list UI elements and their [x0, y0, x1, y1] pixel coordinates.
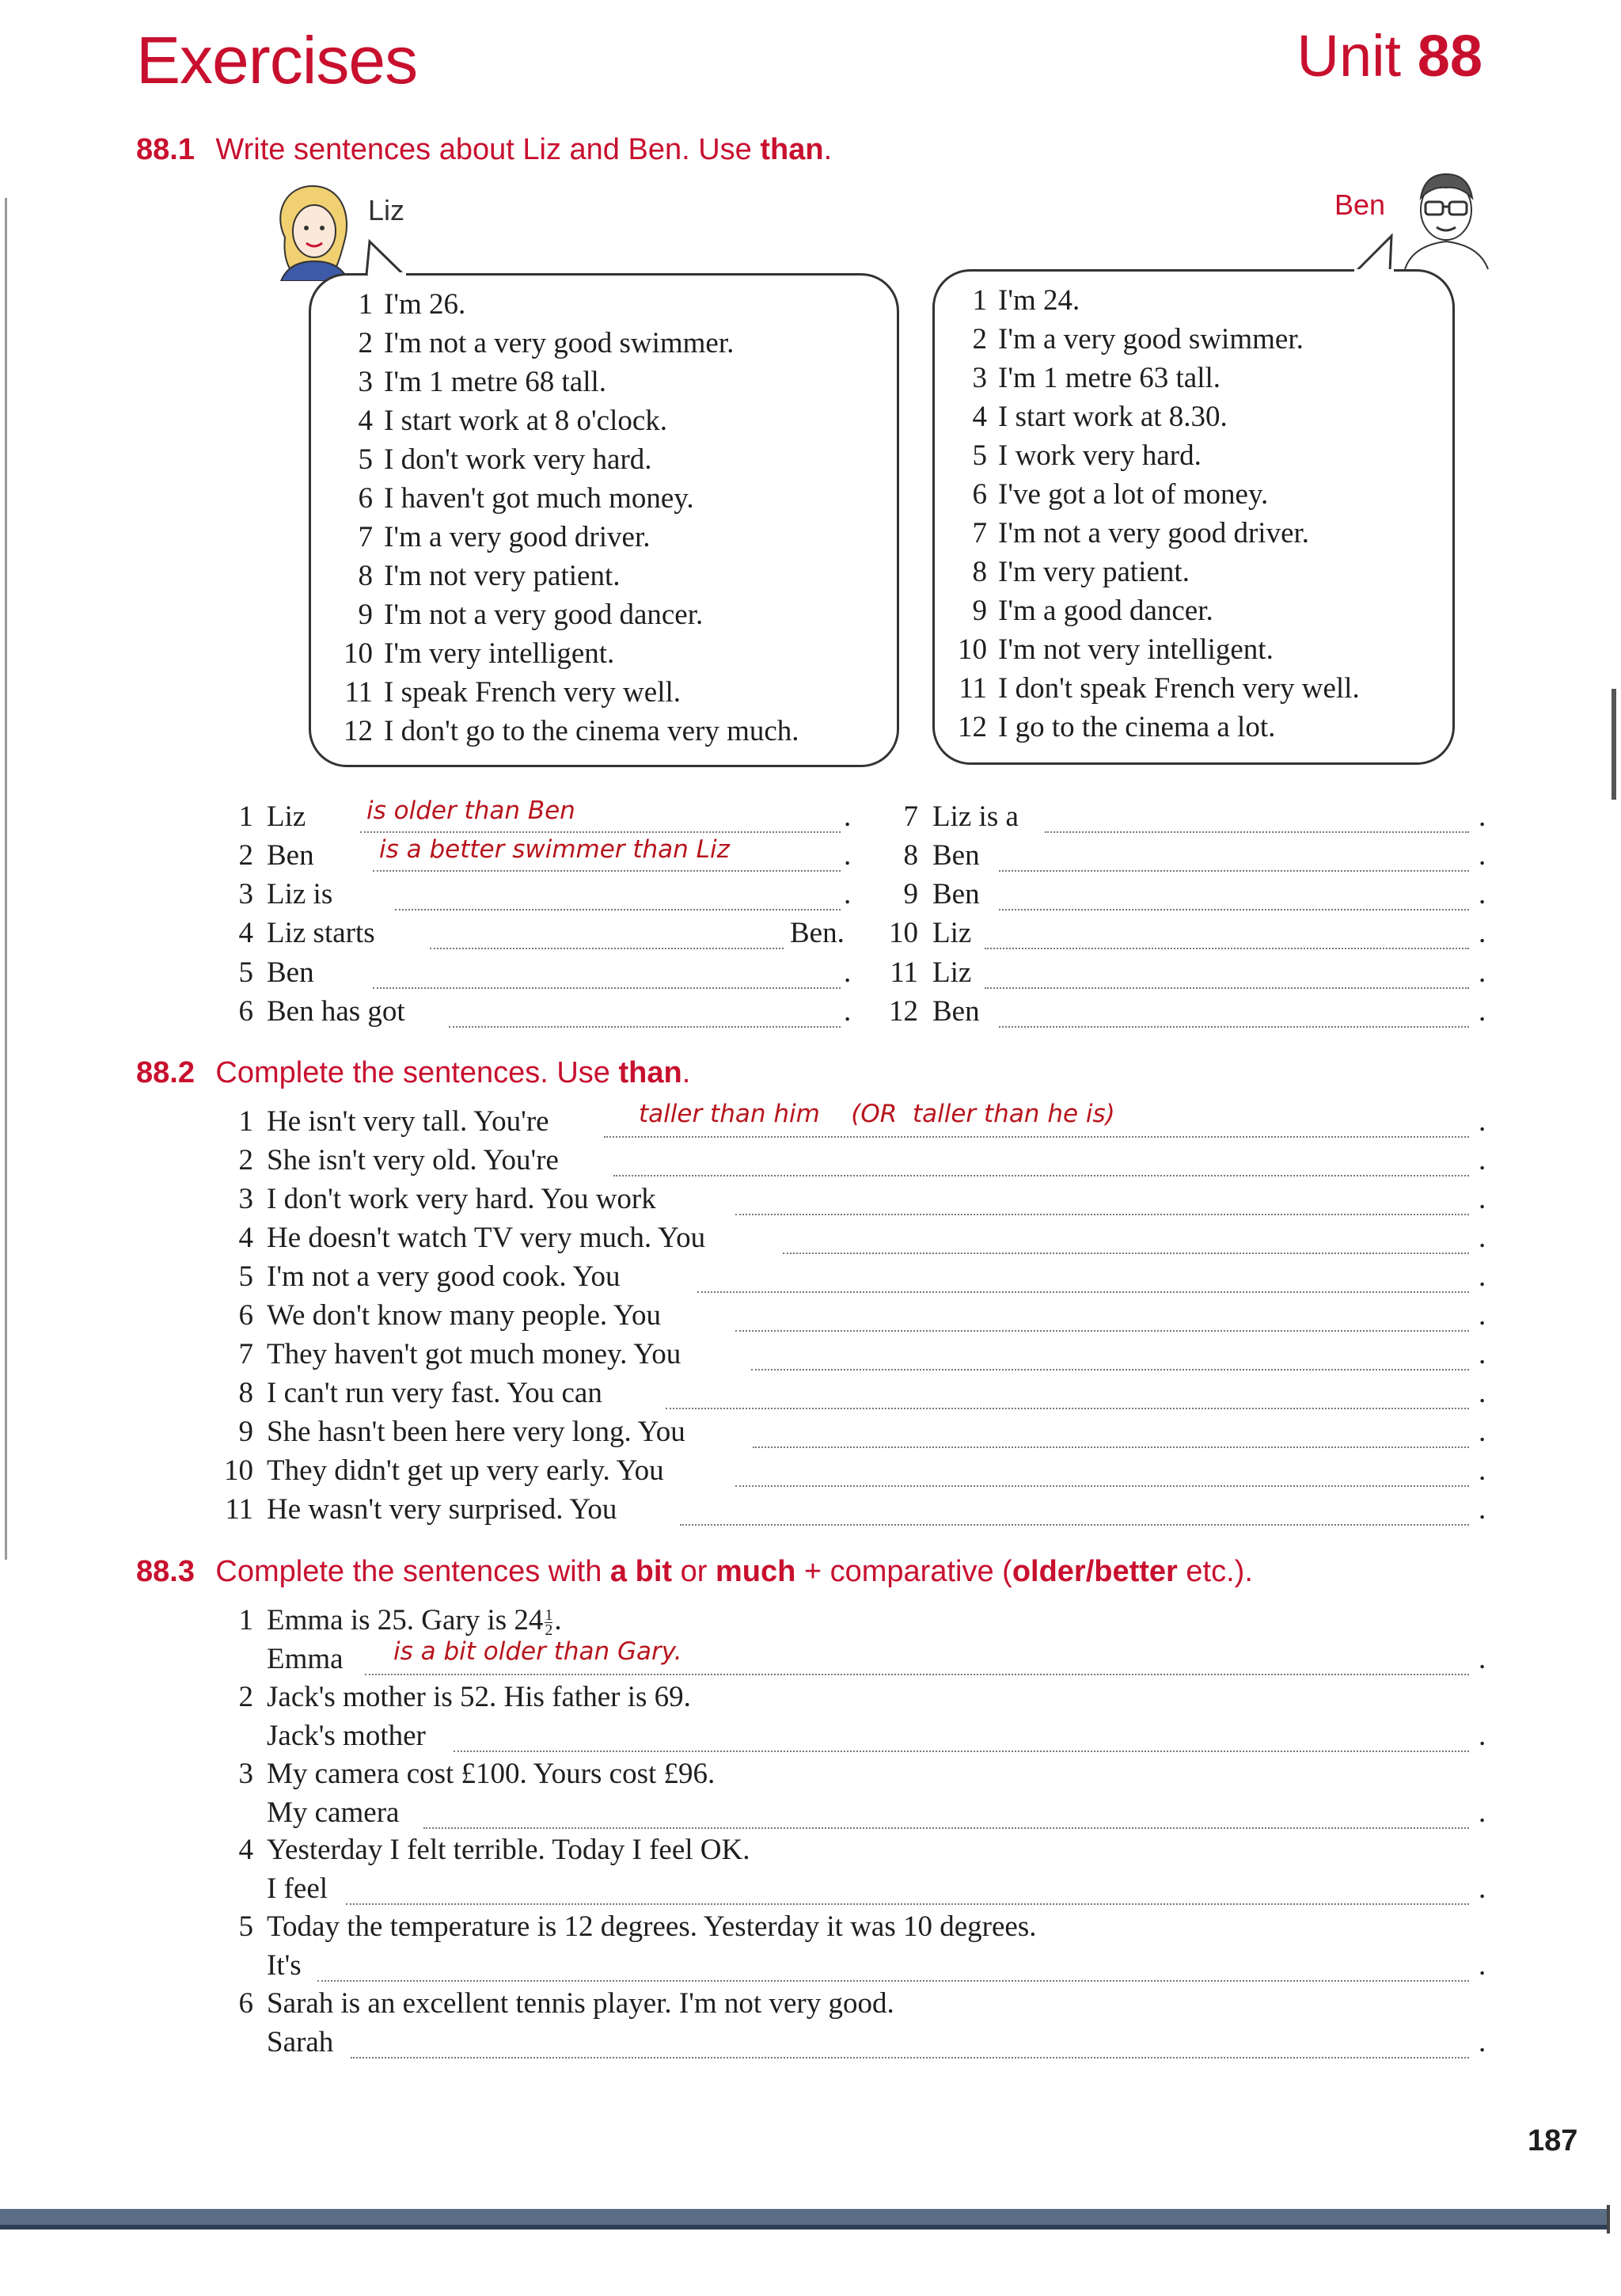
item-sentence: I can't run very fast. You can — [267, 1377, 602, 1409]
sentence-text: My camera cost £100. Yours cost £96. — [267, 1758, 716, 1790]
item-sentence: I don't work very hard. You work — [267, 1183, 656, 1215]
item-number: 6 — [238, 1987, 253, 2020]
statement-text: I'm 26. — [384, 288, 466, 321]
answer-field[interactable] — [985, 987, 1469, 989]
item-prompt: Jack's mother — [267, 1720, 426, 1752]
full-stop: . — [1479, 1720, 1486, 1752]
item-number: 11 — [890, 956, 918, 989]
statement-text: I don't speak French very well. — [998, 672, 1360, 705]
answer-field[interactable] — [373, 870, 841, 872]
item-sentence — [267, 1986, 894, 2020]
statement-text: I'm not very intelligent. — [998, 633, 1274, 666]
item-number: 7 — [358, 521, 373, 553]
answer-field[interactable] — [999, 1026, 1469, 1028]
sentence-text: Jack's mother is 52. His father is 69. — [267, 1681, 691, 1713]
item-number: 4 — [972, 401, 987, 433]
item-number: 11 — [344, 676, 373, 709]
item-sentence: He wasn't very surprised. You — [267, 1493, 617, 1526]
item-prompt: Ben — [267, 956, 314, 989]
statement-text: I don't go to the cinema very much. — [384, 715, 799, 747]
full-stop: . — [1479, 1260, 1486, 1293]
item-number: 8 — [903, 839, 918, 872]
liz-statement — [338, 518, 799, 557]
ben-statement — [952, 320, 1360, 359]
statement-text: I don't work very hard. — [384, 443, 652, 476]
statement-text: I start work at 8.30. — [998, 401, 1228, 433]
handwritten-answer: is a better swimmer than Liz — [379, 835, 730, 864]
item-prompt: Liz — [932, 917, 972, 949]
answer-field[interactable] — [449, 1026, 841, 1028]
unit-label — [1297, 22, 1482, 89]
answer-field[interactable] — [753, 1446, 1469, 1448]
ben-bubble-tail — [1344, 234, 1407, 273]
item-number: 8 — [358, 560, 373, 592]
answer-field[interactable] — [1045, 831, 1469, 833]
statement-text: I'm not a very good swimmer. — [384, 327, 735, 359]
ben-statement — [952, 553, 1360, 591]
handwritten-answer: taller than him (OR taller than he is) — [639, 1100, 1115, 1128]
answer-field[interactable] — [999, 870, 1469, 872]
full-stop: . — [1479, 878, 1486, 910]
statement-text: I'm 1 metre 63 tall. — [998, 362, 1221, 394]
item-number: 1 — [238, 1105, 253, 1138]
item-number: 4 — [358, 405, 373, 437]
full-stop: . — [844, 956, 852, 989]
full-stop: . — [1479, 1416, 1486, 1448]
full-stop: . — [1479, 1377, 1486, 1409]
item-number: 5 — [238, 956, 253, 989]
statement-text: I'm a very good driver. — [384, 521, 651, 553]
item-sentence: He doesn't watch TV very much. You — [267, 1222, 706, 1254]
full-stop: . — [1479, 1796, 1486, 1829]
statement-text: I'm not a very good driver. — [998, 517, 1310, 549]
fraction-denominator: 2 — [545, 1621, 553, 1640]
full-stop: . — [1479, 1299, 1486, 1332]
ben-statement — [952, 708, 1360, 747]
exercise-instruction: Write sentences about Liz and Ben. Use than. — [215, 133, 833, 166]
liz-statement — [338, 595, 799, 634]
full-stop: . — [1479, 1183, 1486, 1215]
answer-field[interactable] — [613, 1175, 1469, 1177]
full-stop: . — [1479, 800, 1486, 833]
unit-number: 88 — [1417, 23, 1482, 89]
item-prompt: It's — [267, 1949, 302, 1982]
item-number: 4 — [238, 1222, 253, 1254]
sentence-text: Emma is 25. Gary is 24 — [267, 1604, 544, 1636]
full-stop: . — [1479, 1454, 1486, 1487]
full-stop: . — [1479, 1949, 1486, 1982]
ben-statement — [952, 359, 1360, 397]
exercise-instruction: Complete the sentences with a bit or much + comparative (older/better etc.). — [215, 1555, 1253, 1588]
item-prompt: Liz is — [267, 878, 333, 910]
item-number: 7 — [903, 800, 918, 833]
answer-field[interactable] — [783, 1253, 1469, 1254]
answer-field[interactable] — [395, 909, 841, 910]
item-number: 12 — [958, 711, 987, 743]
liz-bubble-tail — [360, 238, 416, 277]
item-number: 6 — [238, 995, 253, 1028]
item-number: 10 — [958, 633, 987, 666]
full-stop: . — [1479, 1222, 1486, 1254]
statement-text: I haven't got much money. — [384, 482, 694, 515]
item-sentence: She hasn't been here very long. You — [267, 1416, 685, 1448]
liz-statement — [338, 363, 799, 401]
full-stop: . — [1479, 839, 1486, 872]
item-number: 9 — [972, 595, 987, 627]
item-prompt: Ben — [932, 995, 980, 1028]
answer-field[interactable] — [365, 1674, 1469, 1675]
item-number: 2 — [358, 327, 373, 359]
item-number: 12 — [889, 995, 918, 1028]
statement-text: I'm very patient. — [998, 556, 1190, 588]
item-prompt: Ben — [267, 839, 314, 872]
exercise-88-1-header — [136, 133, 832, 167]
item-number: 11 — [959, 672, 987, 705]
item-prompt: Liz — [932, 956, 972, 989]
answer-field[interactable] — [430, 948, 784, 949]
item-number: 4 — [238, 1834, 253, 1866]
item-number: 1 — [238, 800, 253, 833]
item-prompt: Emma — [267, 1643, 344, 1675]
item-prompt: I feel — [267, 1872, 328, 1905]
item-number: 12 — [344, 715, 373, 747]
item-sentence: She isn't very old. You're — [267, 1144, 559, 1177]
full-stop: . — [844, 995, 852, 1028]
bottom-color-bar — [0, 2209, 1607, 2225]
answer-field[interactable] — [317, 1980, 1469, 1982]
liz-statement — [338, 557, 799, 595]
item-sentence: They didn't get up very early. You — [267, 1454, 664, 1487]
sentence-text: Sarah is an excellent tennis player. I'm not very good. — [267, 1987, 894, 2020]
ben-statement — [952, 475, 1360, 514]
liz-statement — [338, 440, 799, 479]
liz-statement — [338, 285, 799, 324]
ben-statement — [952, 397, 1360, 436]
full-stop: . — [844, 800, 852, 833]
item-number: 7 — [238, 1338, 253, 1370]
answer-field[interactable] — [735, 1214, 1469, 1215]
liz-speech-bubble — [309, 273, 899, 767]
statement-text: I go to the cinema a lot. — [998, 711, 1276, 743]
liz-statement — [338, 401, 799, 440]
left-margin-line — [5, 198, 7, 1560]
ben-statement — [952, 514, 1360, 553]
item-number: 3 — [238, 1183, 253, 1215]
statement-text: I'm not a very good dancer. — [384, 599, 704, 631]
full-stop: . — [1479, 1144, 1486, 1177]
answer-field[interactable] — [454, 1751, 1469, 1752]
ben-statement — [952, 669, 1360, 708]
exercise-number: 88.3 — [136, 1555, 195, 1588]
answer-field[interactable] — [735, 1330, 1469, 1332]
answer-field[interactable] — [604, 1136, 1469, 1138]
item-number: 3 — [358, 366, 373, 398]
item-prompt: Liz starts — [267, 917, 375, 949]
item-number: 1 — [238, 1604, 253, 1636]
item-sentence — [267, 1680, 691, 1714]
item-sentence: I'm not a very good cook. You — [267, 1260, 621, 1293]
full-stop: . — [1479, 995, 1486, 1028]
item-suffix: Ben. — [790, 917, 845, 949]
handwritten-answer: is older than Ben — [366, 796, 575, 825]
full-stop: . — [844, 878, 852, 910]
liz-statement — [338, 324, 799, 363]
full-stop: . — [1479, 956, 1486, 989]
statement-text: I'm 24. — [998, 284, 1080, 317]
item-prompt: My camera — [267, 1796, 400, 1829]
liz-icon — [269, 182, 356, 281]
answer-field[interactable] — [999, 909, 1469, 910]
item-sentence: They haven't got much money. You — [267, 1338, 681, 1370]
item-number: 8 — [238, 1377, 253, 1409]
answer-field[interactable] — [373, 987, 841, 989]
answer-field[interactable] — [751, 1369, 1469, 1370]
item-number: 2 — [972, 323, 987, 355]
answer-field[interactable] — [985, 948, 1469, 949]
answer-field[interactable] — [423, 1827, 1469, 1829]
answer-field[interactable] — [346, 1903, 1469, 1905]
liz-statement — [338, 673, 799, 712]
item-number: 9 — [358, 599, 373, 631]
handwritten-answer: is a bit older than Gary. — [393, 1637, 682, 1666]
statement-text: I'm very intelligent. — [384, 637, 615, 670]
full-stop: . — [844, 839, 852, 872]
item-number: 5 — [358, 443, 373, 476]
unit-word: Unit — [1296, 23, 1402, 89]
item-sentence — [267, 1757, 715, 1791]
fraction — [545, 1606, 553, 1640]
full-stop: . — [1479, 1338, 1486, 1370]
ben-statement — [952, 281, 1360, 320]
item-number: 3 — [972, 362, 987, 394]
right-edge-mark — [1612, 689, 1616, 800]
answer-field[interactable] — [666, 1408, 1469, 1409]
bottom-edge-mark — [1607, 2205, 1610, 2233]
full-stop: . — [1479, 1643, 1486, 1675]
item-sentence — [267, 1910, 1036, 1944]
page-number: 187 — [1528, 2124, 1578, 2157]
item-number: 3 — [238, 878, 253, 910]
ben-speech-bubble — [932, 269, 1455, 765]
statement-text: I work very hard. — [998, 439, 1202, 472]
item-number: 6 — [358, 482, 373, 515]
liz-statement — [338, 712, 799, 751]
item-prompt: Ben has got — [267, 995, 405, 1028]
bottom-rule — [0, 2225, 1607, 2229]
liz-name-label: Liz — [368, 194, 405, 226]
answer-field[interactable] — [351, 2057, 1469, 2058]
item-number: 10 — [889, 917, 918, 949]
item-number: 1 — [358, 288, 373, 321]
item-number: 2 — [238, 1681, 253, 1713]
fraction-numerator: 1 — [545, 1606, 553, 1625]
item-number: 7 — [972, 517, 987, 549]
answer-field[interactable] — [697, 1291, 1469, 1293]
item-sentence — [267, 1603, 562, 1640]
ben-statement — [952, 436, 1360, 475]
ben-statement — [952, 591, 1360, 630]
item-number: 5 — [972, 439, 987, 472]
ben-statement — [952, 630, 1360, 669]
full-stop: . — [1479, 1493, 1486, 1526]
item-number: 10 — [224, 1454, 253, 1487]
liz-statement — [338, 634, 799, 673]
item-number: 2 — [238, 1144, 253, 1177]
item-number: 9 — [238, 1416, 253, 1448]
ben-name-label: Ben — [1334, 188, 1386, 221]
exercise-88-2-header — [136, 1056, 690, 1090]
full-stop: . — [1479, 2026, 1486, 2058]
item-prompt: Sarah — [267, 2026, 334, 2058]
exercise-number: 88.2 — [136, 1056, 195, 1089]
exercise-number: 88.1 — [136, 133, 195, 166]
item-prompt: Liz is a — [932, 800, 1019, 833]
item-prompt: Ben — [932, 878, 980, 910]
item-number: 5 — [238, 1260, 253, 1293]
answer-field[interactable] — [360, 831, 841, 833]
liz-statement — [338, 479, 799, 518]
item-sentence — [267, 1833, 750, 1867]
item-number: 8 — [972, 556, 987, 588]
item-sentence: He isn't very tall. You're — [267, 1105, 549, 1138]
statement-text: I'm a good dancer. — [998, 595, 1213, 627]
full-stop: . — [1479, 1872, 1486, 1905]
answer-field[interactable] — [680, 1524, 1469, 1526]
exercise-88-3-header — [136, 1555, 1253, 1589]
item-number: 9 — [903, 878, 918, 910]
item-prompt: Ben — [932, 839, 980, 872]
item-number: 6 — [238, 1299, 253, 1332]
item-sentence: We don't know many people. You — [267, 1299, 662, 1332]
full-stop: . — [1479, 917, 1486, 949]
sentence-text: Today the temperature is 12 degrees. Yesterday it was 10 degrees. — [267, 1910, 1037, 1943]
item-number: 11 — [225, 1493, 253, 1526]
statement-text: I'm 1 metre 68 tall. — [384, 366, 607, 398]
answer-field[interactable] — [735, 1485, 1469, 1487]
item-number: 2 — [238, 839, 253, 872]
item-number: 5 — [238, 1910, 253, 1943]
page-title: Exercises — [136, 23, 418, 97]
statement-text: I start work at 8 o'clock. — [384, 405, 668, 437]
item-prompt: Liz — [267, 800, 306, 833]
statement-text: I've got a lot of money. — [998, 478, 1269, 511]
item-number: 6 — [972, 478, 987, 511]
item-number: 10 — [344, 637, 373, 670]
sentence-text: Yesterday I felt terrible. Today I feel OK. — [267, 1834, 750, 1866]
exercise-instruction: Complete the sentences. Use than. — [215, 1056, 691, 1089]
statement-text: I speak French very well. — [384, 676, 681, 709]
item-number: 3 — [238, 1758, 253, 1790]
full-stop: . — [1479, 1105, 1486, 1138]
statement-text: I'm a very good swimmer. — [998, 323, 1304, 355]
sentence-end: . — [554, 1604, 562, 1636]
item-number: 1 — [972, 284, 987, 317]
statement-text: I'm not very patient. — [384, 560, 621, 592]
item-number: 4 — [238, 917, 253, 949]
ben-icon — [1397, 162, 1492, 269]
